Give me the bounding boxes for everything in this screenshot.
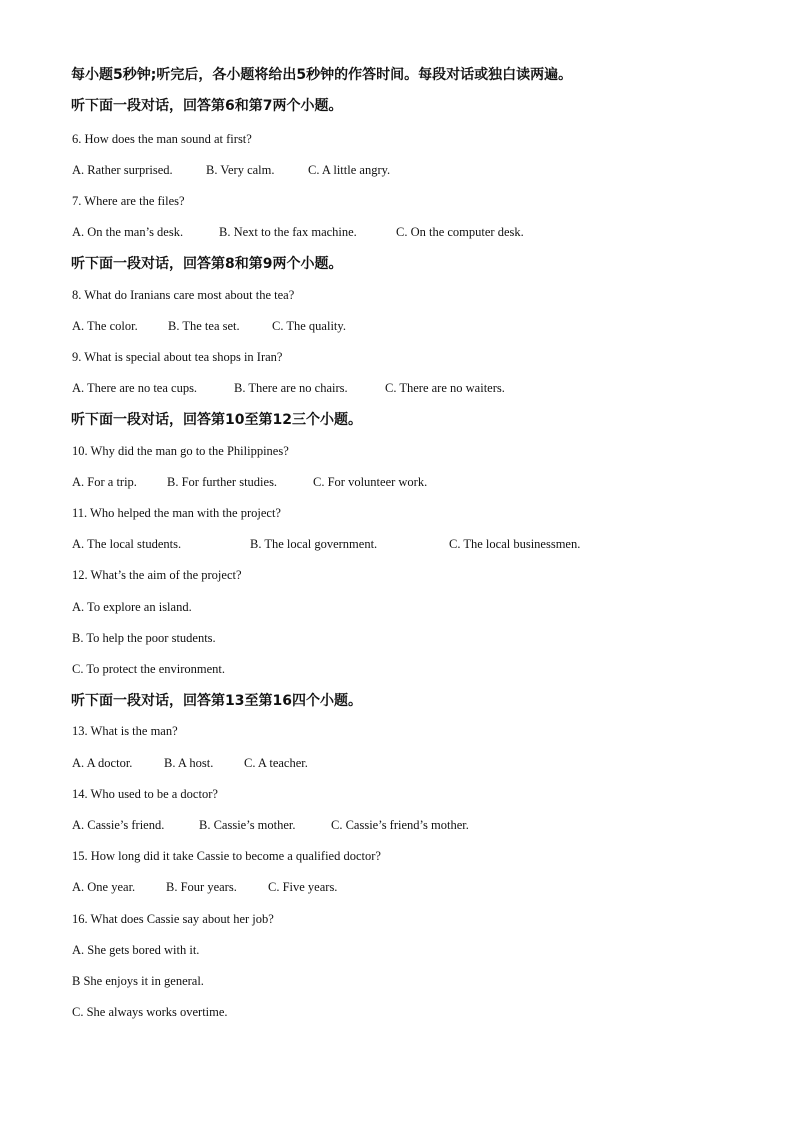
question-stem: 6. How does the man sound at first? — [72, 132, 252, 146]
question-stem: 13. What is the man? — [72, 724, 178, 738]
option-c: C. There are no waiters. — [385, 381, 505, 395]
option-c: C. The local businessmen. — [449, 537, 581, 551]
option-b: B. Cassie’s mother. — [199, 818, 296, 832]
option-b: B. For further studies. — [167, 475, 278, 489]
question-stem: 7. Where are the files? — [72, 194, 185, 208]
option-a: A. There are no tea cups. — [72, 381, 198, 395]
option-c: C. To protect the environment. — [72, 662, 226, 676]
section-heading: 听下面一段对话，回答第10至第12三个小题。 — [71, 412, 362, 428]
question-stem: 8. What do Iranians care most about the tea? — [72, 288, 295, 302]
option-a: A. One year. — [72, 880, 136, 894]
instruction-text: 每小题5秒钟;听完后，各小题将给出5秒钟的作答时间。每段对话或独白读两遍。 — [71, 67, 573, 83]
question-stem: 16. What does Cassie say about her job? — [72, 912, 274, 926]
option-c: C. The quality. — [272, 319, 346, 333]
question-stem: 12. What’s the aim of the project? — [72, 568, 242, 582]
option-c: C. On the computer desk. — [396, 225, 524, 239]
option-a: A. On the man’s desk. — [72, 225, 184, 239]
option-a: A. She gets bored with it. — [72, 943, 200, 957]
section-heading: 听下面一段对话，回答第6和第7两个小题。 — [71, 98, 343, 114]
question-stem: 11. Who helped the man with the project? — [72, 506, 281, 520]
option-c: C. A little angry. — [308, 163, 391, 177]
option-c: C. A teacher. — [244, 756, 308, 770]
option-b: B. There are no chairs. — [234, 381, 348, 395]
option-c: C. Five years. — [268, 880, 338, 894]
question-stem: 10. Why did the man go to the Philippines? — [72, 444, 289, 458]
option-a: A. A doctor. — [72, 756, 133, 770]
option-a: A. Cassie’s friend. — [72, 818, 165, 832]
option-b: B She enjoys it in general. — [72, 974, 204, 988]
question-stem: 14. Who used to be a doctor? — [72, 787, 218, 801]
option-c: C. Cassie’s friend’s mother. — [331, 818, 469, 832]
option-a: A. The local students. — [72, 537, 182, 551]
option-b: B. Four years. — [166, 880, 237, 894]
option-b: B. Very calm. — [206, 163, 275, 177]
option-a: A. The color. — [72, 319, 138, 333]
option-b: B. The local government. — [250, 537, 378, 551]
option-b: B. A host. — [164, 756, 214, 770]
option-a: A. Rather surprised. — [72, 163, 173, 177]
section-heading: 听下面一段对话，回答第8和第9两个小题。 — [71, 256, 343, 272]
question-stem: 9. What is special about tea shops in Iran? — [72, 350, 283, 364]
option-b: B. To help the poor students. — [72, 631, 216, 645]
option-a: A. For a trip. — [72, 475, 137, 489]
option-b: B. Next to the fax machine. — [219, 225, 357, 239]
option-c: C. For volunteer work. — [313, 475, 428, 489]
option-a: A. To explore an island. — [72, 600, 192, 614]
option-c: C. She always works overtime. — [72, 1005, 228, 1019]
question-stem: 15. How long did it take Cassie to become a qualified doctor? — [72, 849, 381, 863]
option-b: B. The tea set. — [168, 319, 240, 333]
section-heading: 听下面一段对话，回答第13至第16四个小题。 — [71, 693, 362, 709]
